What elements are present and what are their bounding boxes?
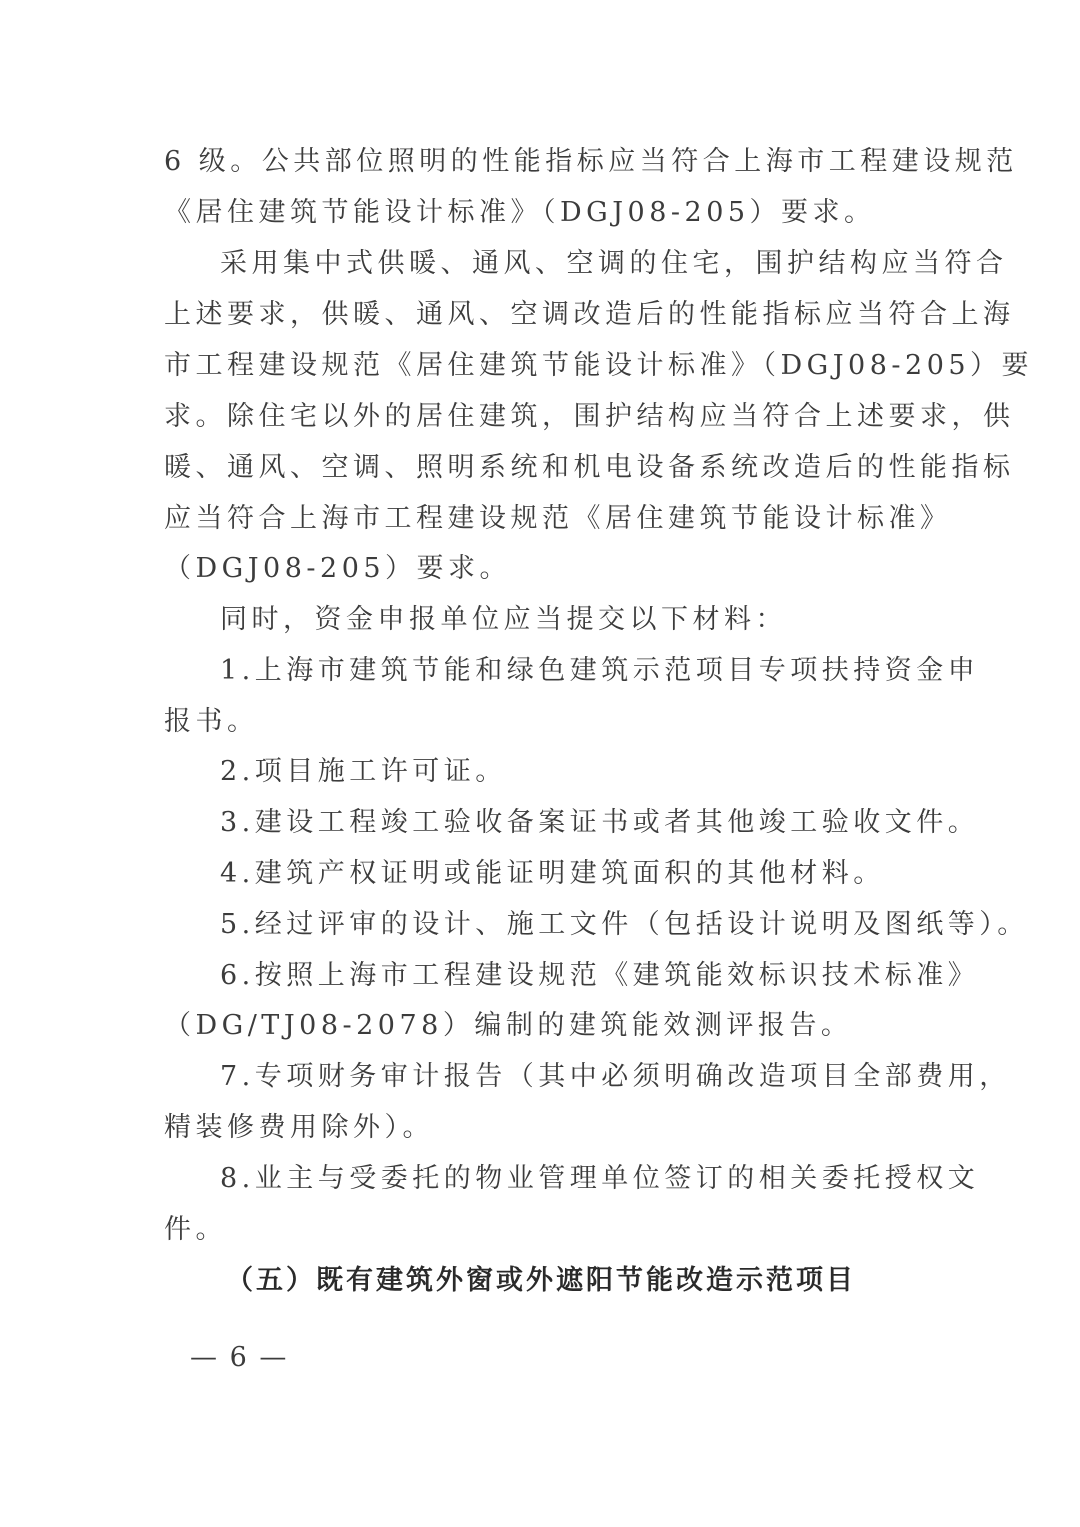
- text-line-2: 《居住建筑节能设计标准》（DGJ08-205）要求。: [164, 197, 876, 228]
- text-line-3: 采用集中式供暖、通风、空调的住宅，围护结构应当符合: [220, 248, 1008, 279]
- text-line-5: 市工程建设规范《居住建筑节能设计标准》（DGJ08-205）要: [164, 350, 1034, 381]
- text-line-13: 2.项目施工许可证。: [220, 756, 507, 787]
- text-line-12: 报书。: [164, 706, 259, 737]
- text-line-4: 上述要求，供暖、通风、空调改造后的性能指标应当符合上海: [164, 299, 1015, 330]
- text-line-8: 应当符合上海市工程建设规范《居住建筑节能设计标准》: [164, 503, 952, 534]
- text-line-16: 5.经过评审的设计、施工文件（包括设计说明及图纸等）。: [220, 909, 1029, 940]
- text-line-9: （DGJ08-205）要求。: [164, 553, 512, 584]
- text-line-20: 精装修费用除外）。: [164, 1112, 434, 1143]
- text-line-17: 6.按照上海市工程建设规范《建筑能效标识技术标准》: [220, 960, 980, 991]
- text-line-21: 8.业主与受委托的物业管理单位签订的相关委托授权文: [220, 1163, 980, 1194]
- text-line-1: 6 级。公共部位照明的性能指标应当符合上海市工程建设规范: [164, 146, 1018, 177]
- text-line-10: 同时，资金申报单位应当提交以下材料：: [220, 604, 787, 635]
- text-line-18: （DG/TJ08-2078）编制的建筑能效测评报告。: [164, 1010, 853, 1041]
- text-line-15: 4.建筑产权证明或能证明建筑面积的其他材料。: [220, 858, 885, 889]
- text-line-7: 暖、通风、空调、照明系统和机电设备系统改造后的性能指标: [164, 452, 1015, 483]
- page-number: — 6 —: [190, 1342, 289, 1373]
- section-heading: （五）既有建筑外窗或外遮阳节能改造示范项目: [226, 1265, 856, 1296]
- text-line-6: 求。除住宅以外的居住建筑，围护结构应当符合上述要求，供: [164, 401, 1015, 432]
- text-line-11: 1.上海市建筑节能和绿色建筑示范项目专项扶持资金申: [220, 655, 980, 686]
- text-line-14: 3.建设工程竣工验收备案证书或者其他竣工验收文件。: [220, 807, 980, 838]
- text-line-19: 7.专项财务审计报告（其中必须明确改造项目全部费用，: [220, 1061, 1011, 1092]
- text-line-22: 件。: [164, 1214, 227, 1245]
